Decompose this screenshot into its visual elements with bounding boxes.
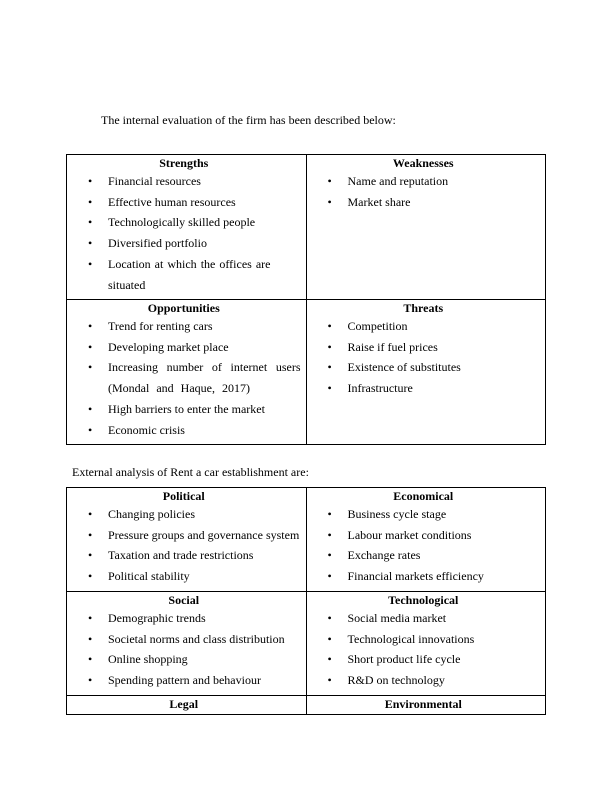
weaknesses-list xyxy=(307,171,541,212)
political-title: Political xyxy=(162,489,205,503)
external-intro-text: External analysis of Rent a car establishment are: xyxy=(72,465,309,479)
list-item: • Name and reputation xyxy=(307,171,541,192)
technological-list xyxy=(307,608,541,691)
list-item: • Online shopping xyxy=(67,649,301,670)
legal-title: Legal xyxy=(169,697,199,711)
list-item: • Business cycle stage xyxy=(307,504,541,525)
economical-list xyxy=(307,504,541,587)
environmental-title: Environmental xyxy=(384,697,462,711)
social-title: Social xyxy=(168,593,200,607)
list-item: • Increasing number of internet users (Mondal and Haque, 2017) xyxy=(67,357,301,398)
swot-row-2 xyxy=(67,300,546,445)
opportunities-cell xyxy=(67,300,307,445)
list-item: • Social media market xyxy=(307,608,541,629)
environmental-cell xyxy=(306,696,546,715)
opportunities-title: Opportunities xyxy=(147,301,220,315)
legal-cell xyxy=(67,696,307,715)
list-item: • Technological innovations xyxy=(307,629,541,650)
economical-cell xyxy=(306,488,546,592)
list-item: • Trend for renting cars xyxy=(67,316,301,337)
list-item: • Competition xyxy=(307,316,541,337)
weaknesses-cell xyxy=(306,155,546,300)
list-item: • Developing market place xyxy=(67,337,301,358)
list-item: • Financial markets efficiency xyxy=(307,566,541,587)
list-item: • Market share xyxy=(307,192,541,213)
strengths-list xyxy=(67,171,301,295)
technological-cell xyxy=(306,592,546,696)
list-item: • Pressure groups and governance system xyxy=(67,525,301,546)
list-item: • Political stability xyxy=(67,566,301,587)
list-item: • Exchange rates xyxy=(307,545,541,566)
list-item: • Existence of substitutes xyxy=(307,357,541,378)
social-cell xyxy=(67,592,307,696)
pestle-row-3 xyxy=(67,696,546,715)
list-item: • Demographic trends xyxy=(67,608,301,629)
list-item: • High barriers to enter the market xyxy=(67,399,301,420)
political-list xyxy=(67,504,301,587)
list-item: • Technologically skilled people xyxy=(67,212,301,233)
weaknesses-title: Weaknesses xyxy=(392,156,454,170)
pestle-table xyxy=(66,487,546,715)
technological-title: Technological xyxy=(388,593,459,607)
list-item: • Spending pattern and behaviour xyxy=(67,670,301,691)
swot-table xyxy=(66,154,546,445)
social-list xyxy=(67,608,301,691)
opportunities-list xyxy=(67,316,301,440)
list-item: • Labour market conditions xyxy=(307,525,541,546)
list-item: • Diversified portfolio xyxy=(67,233,301,254)
swot-row-1 xyxy=(67,155,546,300)
pestle-row-1 xyxy=(67,488,546,592)
strengths-cell xyxy=(67,155,307,300)
threats-cell xyxy=(306,300,546,445)
list-item: • Changing policies xyxy=(67,504,301,525)
list-item: • Raise if fuel prices xyxy=(307,337,541,358)
intro-text: The internal evaluation of the firm has been described below: xyxy=(101,113,396,127)
economical-title: Economical xyxy=(393,489,454,503)
threats-list xyxy=(307,316,541,399)
list-item: • Societal norms and class distribution xyxy=(67,629,301,650)
list-item: • Location at which the offices are situated xyxy=(67,254,301,295)
list-item: • Infrastructure xyxy=(307,378,541,399)
list-item: • Short product life cycle xyxy=(307,649,541,670)
list-item: • Taxation and trade restrictions xyxy=(67,545,301,566)
threats-title: Threats xyxy=(403,301,444,315)
strengths-title: Strengths xyxy=(159,156,209,170)
list-item: • R&D on technology xyxy=(307,670,541,691)
pestle-row-2 xyxy=(67,592,546,696)
list-item: • Economic crisis xyxy=(67,420,301,441)
political-cell xyxy=(67,488,307,592)
list-item: • Financial resources xyxy=(67,171,301,192)
list-item: • Effective human resources xyxy=(67,192,301,213)
